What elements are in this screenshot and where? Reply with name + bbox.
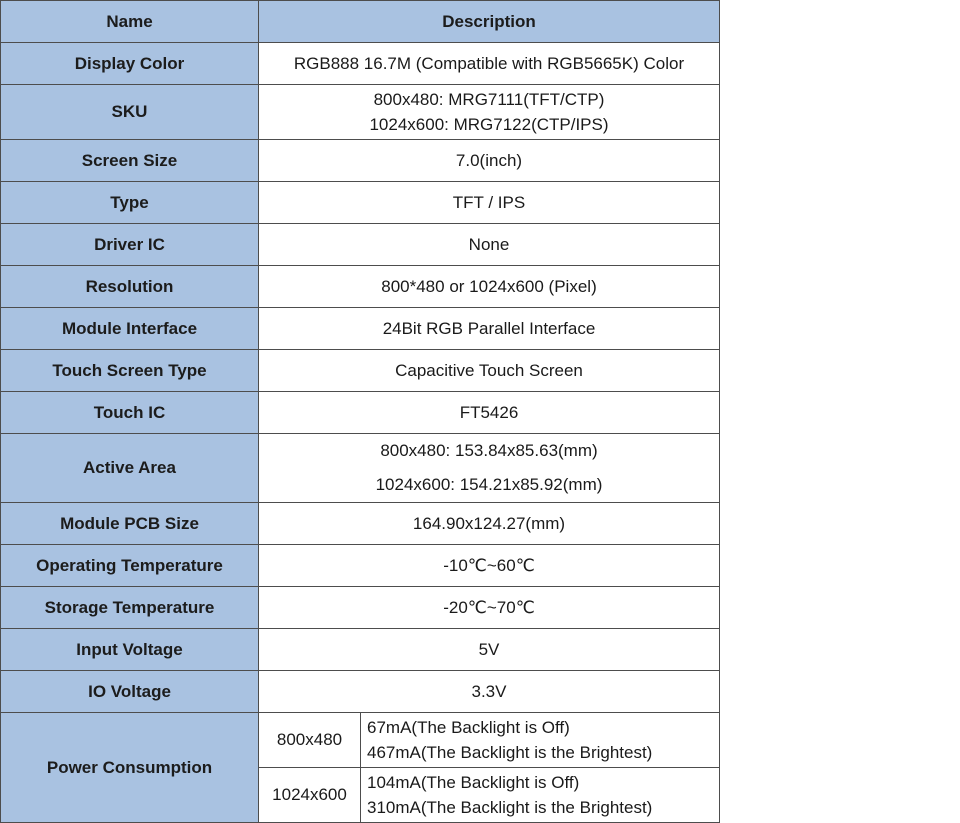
table-row	[1, 503, 720, 545]
table-row	[1, 545, 720, 587]
table-row	[1, 392, 720, 434]
power-resolution: 1024x600	[259, 768, 361, 823]
row-name: Touch IC	[1, 392, 259, 434]
row-name: Display Color	[1, 43, 259, 85]
table-row	[1, 434, 720, 503]
row-name: Input Voltage	[1, 629, 259, 671]
table-row	[1, 85, 720, 140]
row-name: Active Area	[1, 434, 259, 503]
row-name: SKU	[1, 85, 259, 140]
table-row	[1, 266, 720, 308]
row-name: Operating Temperature	[1, 545, 259, 587]
row-name: Module PCB Size	[1, 503, 259, 545]
table-row	[1, 629, 720, 671]
row-value: -10℃~60℃	[259, 545, 720, 587]
row-value: 7.0(inch)	[259, 140, 720, 182]
row-value: RGB888 16.7M (Compatible with RGB5665K) Color	[259, 43, 720, 85]
power-values: 104mA(The Backlight is Off) 310mA(The Backlight is the Brightest)	[361, 768, 720, 823]
row-name: Screen Size	[1, 140, 259, 182]
row-name: IO Voltage	[1, 671, 259, 713]
row-value: FT5426	[259, 392, 720, 434]
row-value: 800*480 or 1024x600 (Pixel)	[259, 266, 720, 308]
header-description: Description	[259, 1, 720, 43]
row-value: 800x480: 153.84x85.63(mm) 1024x600: 154.21x85.92(mm)	[259, 434, 720, 503]
row-name: Power Consumption	[1, 713, 259, 823]
row-name: Storage Temperature	[1, 587, 259, 629]
row-value: 800x480: MRG7111(TFT/CTP) 1024x600: MRG7122(CTP/IPS)	[259, 85, 720, 140]
header-row	[1, 1, 720, 43]
row-value: -20℃~70℃	[259, 587, 720, 629]
table-row	[1, 140, 720, 182]
row-name: Module Interface	[1, 308, 259, 350]
row-value: Capacitive Touch Screen	[259, 350, 720, 392]
row-name: Touch Screen Type	[1, 350, 259, 392]
row-value: 24Bit RGB Parallel Interface	[259, 308, 720, 350]
power-values: 67mA(The Backlight is Off) 467mA(The Backlight is the Brightest)	[361, 713, 720, 768]
table-row	[1, 671, 720, 713]
row-value: 3.3V	[259, 671, 720, 713]
row-value: 164.90x124.27(mm)	[259, 503, 720, 545]
row-value: None	[259, 224, 720, 266]
power-row-800x480	[1, 713, 720, 768]
row-value: TFT / IPS	[259, 182, 720, 224]
row-name: Type	[1, 182, 259, 224]
row-name: Driver IC	[1, 224, 259, 266]
power-resolution: 800x480	[259, 713, 361, 768]
table-row	[1, 308, 720, 350]
table-row	[1, 587, 720, 629]
table-row	[1, 43, 720, 85]
header-name: Name	[1, 1, 259, 43]
row-name: Resolution	[1, 266, 259, 308]
row-value: 5V	[259, 629, 720, 671]
table-row	[1, 350, 720, 392]
table-row	[1, 182, 720, 224]
table-row	[1, 224, 720, 266]
